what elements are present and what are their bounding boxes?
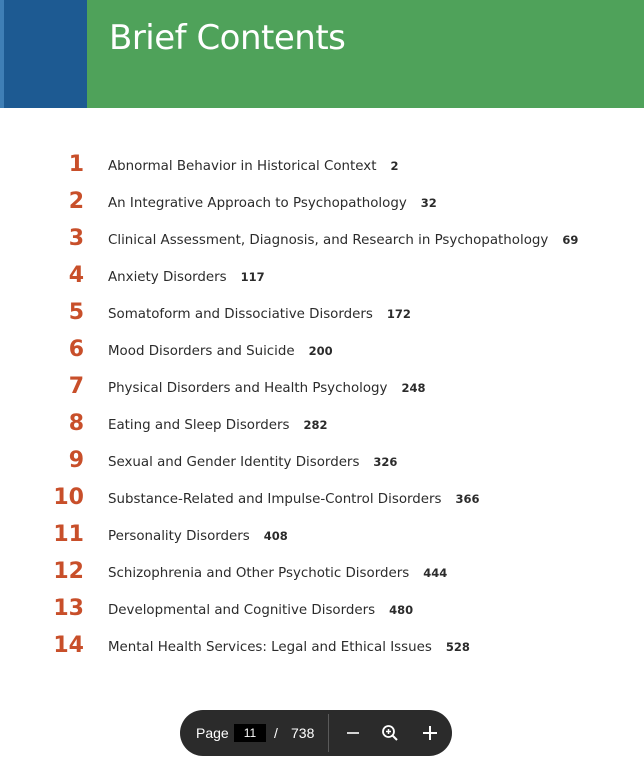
chapter-title[interactable] — [108, 228, 578, 253]
chapter-title-text: An Integrative Approach to Psychopathology — [108, 196, 407, 211]
chapter-number: 2 — [68, 189, 84, 214]
chapter-title-text: Substance-Related and Impulse-Control Disorders — [108, 492, 442, 507]
toc-entry[interactable] — [0, 631, 644, 661]
chapter-page-number: 366 — [455, 492, 480, 506]
toc-entry[interactable] — [0, 372, 644, 402]
chapter-title-text: Personality Disorders — [108, 529, 250, 544]
chapter-title[interactable] — [108, 154, 398, 179]
chapter-page-number: 248 — [401, 381, 426, 395]
chapter-page-number: 444 — [423, 566, 448, 580]
toc-entry[interactable] — [0, 150, 644, 180]
chapter-title-text: Developmental and Cognitive Disorders — [108, 603, 376, 618]
chapter-title-text: Mental Health Services: Legal and Ethical Issues — [108, 640, 432, 655]
chapter-number: 13 — [53, 596, 84, 621]
chapter-number: 7 — [68, 374, 84, 399]
zoom-in-button[interactable] — [418, 721, 442, 745]
plus-icon — [418, 721, 442, 745]
header-banner — [0, 0, 644, 108]
chapter-page-number: 69 — [562, 233, 579, 247]
chapter-title[interactable] — [108, 561, 447, 586]
chapter-title[interactable] — [108, 376, 426, 401]
page-navigation-bar — [180, 710, 452, 756]
chapter-number: 1 — [68, 152, 84, 177]
chapter-page-number: 408 — [263, 529, 288, 543]
toc-entry[interactable] — [0, 483, 644, 513]
chapter-title-text: Clinical Assessment, Diagnosis, and Research in Psychopathology — [108, 233, 549, 248]
chapter-title-text: Schizophrenia and Other Psychotic Disorders — [108, 566, 410, 581]
chapter-page-number: 2 — [390, 159, 399, 173]
page-title: Brief Contents — [109, 18, 346, 58]
chapter-number: 3 — [68, 226, 84, 251]
page-label: Page — [196, 725, 229, 741]
toc-entry[interactable] — [0, 335, 644, 365]
toc-entry[interactable] — [0, 520, 644, 550]
chapter-title[interactable] — [108, 302, 411, 327]
toc-entry[interactable] — [0, 187, 644, 217]
chapter-number: 8 — [68, 411, 84, 436]
chapter-title-text: Somatoform and Dissociative Disorders — [108, 307, 373, 322]
chapter-title-text: Abnormal Behavior in Historical Context — [108, 159, 377, 174]
chapter-number: 10 — [53, 485, 84, 510]
chapter-number: 12 — [53, 559, 84, 584]
chapter-number: 5 — [68, 300, 84, 325]
chapter-number: 6 — [68, 337, 84, 362]
zoom-reset-button[interactable] — [378, 721, 402, 745]
toc-entry[interactable] — [0, 261, 644, 291]
chapter-title-text: Sexual and Gender Identity Disorders — [108, 455, 360, 470]
chapter-title-text: Mood Disorders and Suicide — [108, 344, 295, 359]
chapter-title[interactable] — [108, 413, 328, 438]
toolbar-divider — [328, 714, 329, 752]
magnifier-plus-icon — [378, 721, 402, 745]
zoom-out-button[interactable] — [341, 721, 365, 745]
page-number-input[interactable] — [234, 724, 266, 742]
chapter-title[interactable] — [108, 635, 470, 660]
chapter-page-number: 282 — [303, 418, 328, 432]
chapter-number: 4 — [68, 263, 84, 288]
total-pages: 738 — [291, 725, 315, 741]
chapter-title[interactable] — [108, 265, 265, 290]
chapter-title-text: Eating and Sleep Disorders — [108, 418, 290, 433]
chapter-page-number: 528 — [445, 640, 470, 654]
chapter-title[interactable] — [108, 487, 480, 512]
chapter-title-text: Physical Disorders and Health Psychology — [108, 381, 388, 396]
chapter-page-number: 117 — [240, 270, 265, 284]
chapter-title[interactable] — [108, 191, 437, 216]
toc-entry[interactable] — [0, 446, 644, 476]
chapter-title[interactable] — [108, 598, 413, 623]
chapter-number: 9 — [68, 448, 84, 473]
chapter-title[interactable] — [108, 450, 397, 475]
chapter-title-text: Anxiety Disorders — [108, 270, 227, 285]
toc-entry[interactable] — [0, 298, 644, 328]
chapter-page-number: 32 — [420, 196, 437, 210]
chapter-title[interactable] — [108, 524, 288, 549]
chapter-number: 14 — [53, 633, 84, 658]
page-separator: / — [274, 725, 278, 741]
chapter-page-number: 172 — [386, 307, 411, 321]
toc-entry[interactable] — [0, 557, 644, 587]
header-blue-edge — [0, 0, 4, 108]
minus-icon — [341, 721, 365, 745]
toc-entry[interactable] — [0, 594, 644, 624]
toc-entry[interactable] — [0, 224, 644, 254]
chapter-number: 11 — [53, 522, 84, 547]
chapter-page-number: 200 — [308, 344, 333, 358]
chapter-page-number: 480 — [389, 603, 414, 617]
chapter-title[interactable] — [108, 339, 333, 364]
header-blue-block — [0, 0, 87, 108]
toc-entry[interactable] — [0, 409, 644, 439]
chapter-page-number: 326 — [373, 455, 398, 469]
